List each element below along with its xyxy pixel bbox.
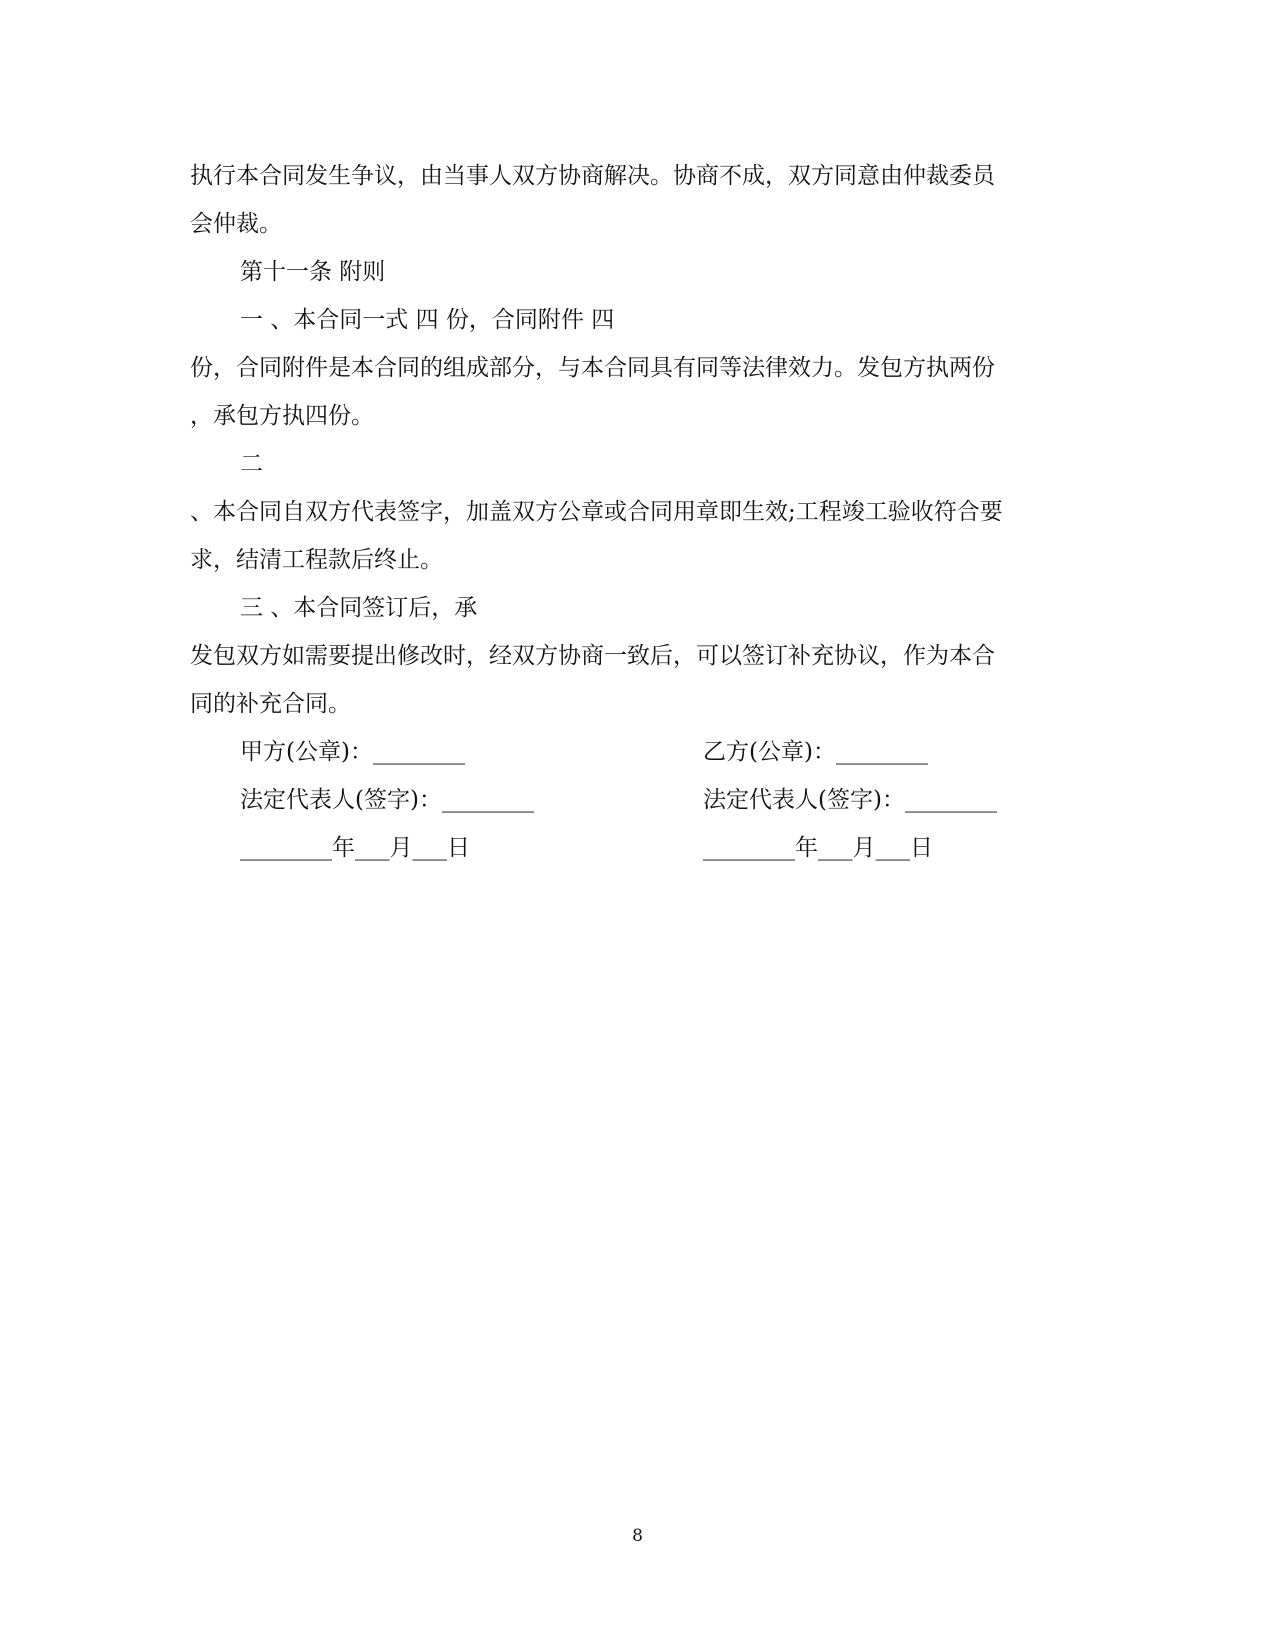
paragraph-line: 、本合同自双方代表签字，加盖双方公章或合同用章即生效;工程竣工验收符合要 [190,499,1003,525]
paragraph-line: 三 、本合同签订后，承 [240,595,478,621]
party-a-seal: 甲方(公章)：________ [240,739,465,765]
paragraph-line: 二 [240,451,263,477]
party-a-representative: 法定代表人(签字)：________ [240,787,534,813]
article-heading: 第十一条 附则 [240,259,386,285]
paragraph-line: 同的补充合同。 [190,691,351,717]
party-b-date: ________年___月___日 [703,835,933,861]
paragraph-line: 一 、本合同一式 四 份，合同附件 四 [240,307,615,333]
paragraph-line: 会仲裁。 [190,211,282,237]
page-number: 8 [632,1526,643,1546]
paragraph-line: ，承包方执四份。 [190,403,374,429]
paragraph-line: 求，结清工程款后终止。 [190,547,443,573]
party-a-date: ________年___月___日 [240,835,470,861]
party-b-representative: 法定代表人(签字)：________ [703,787,997,813]
paragraph-line: 发包双方如需要提出修改时，经双方协商一致后，可以签订补充协议，作为本合 [190,643,995,669]
paragraph-line: 执行本合同发生争议，由当事人双方协商解决。协商不成，双方同意由仲裁委员 [190,163,995,189]
party-b-seal: 乙方(公章)：________ [703,739,928,765]
paragraph-line: 份，合同附件是本合同的组成部分，与本合同具有同等法律效力。发包方执两份 [190,355,995,381]
